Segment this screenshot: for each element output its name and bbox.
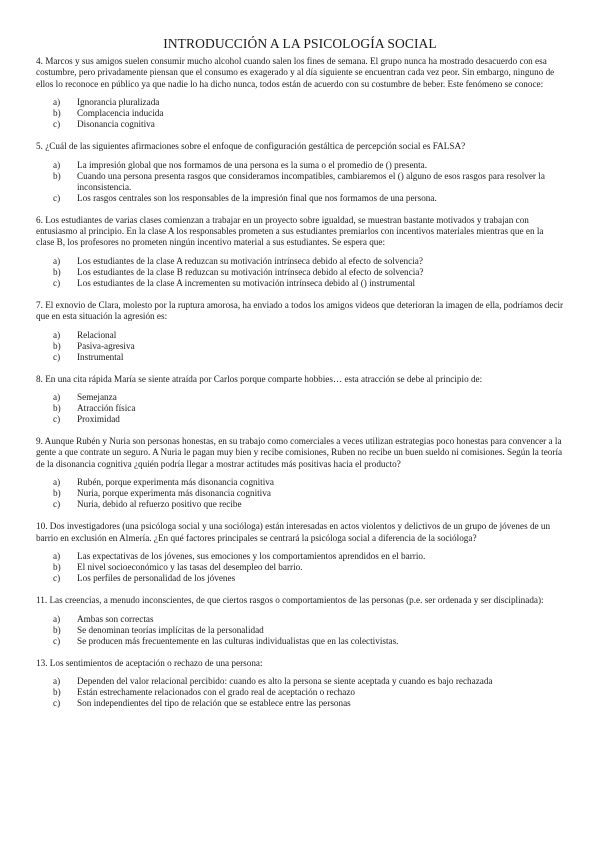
answer-option: [36, 119, 564, 130]
option-letter: b): [53, 266, 61, 277]
answer-option: [36, 614, 564, 625]
answer-option: [36, 352, 564, 363]
question-block: [36, 300, 564, 363]
option-text: Nuria, porque experimenta más disonancia cognitiva: [77, 488, 271, 499]
option-letter: c): [53, 697, 61, 708]
option-letter: b): [53, 686, 61, 697]
option-letter: c): [53, 414, 61, 425]
answer-option: [36, 499, 564, 510]
option-text: El nivel socioeconómico y las tasas del desempleo del barrio.: [77, 562, 303, 573]
question-text: 7. El exnovio de Clara, molesto por la ruptura amorosa, ha enviado a todos los amigos videos que deterioran la imagen de ella, podríamos decir que en esta situación la agresión es:: [36, 299, 564, 322]
option-letter: b): [53, 403, 61, 414]
option-text: Ambas son correctas: [77, 613, 154, 624]
option-text: Atracción física: [77, 403, 136, 414]
question-text: 5. ¿Cuál de las siguientes afirmaciones sobre el enfoque de configuración gestáltica de percepción social es FALSA?: [36, 141, 466, 152]
option-letter: b): [53, 488, 61, 499]
option-list: [36, 392, 564, 425]
answer-option: [36, 392, 564, 403]
answer-option: [36, 625, 564, 636]
option-text: Los estudiantes de la clase B reduzcan su motivación intrínseca debido al efecto de solvencia?: [77, 266, 424, 277]
answer-option: [36, 636, 564, 647]
question-text: 4. Marcos y sus amigos suelen consumir mucho alcohol cuando salen los fines de semana. El grupo nunca ha mostrado desacuerdo con esa costumbre, pero privadamente piensan que el consumo es exagerado y al día siguiente se encuentran cada vez peor. Sin embargo, ninguno de ellos lo reconoce en público ya que nadie lo ha dicho nunca, todos están de acuerdo con su costumbre de beber. Este fenómeno se conoce:: [36, 56, 555, 89]
option-letter: a): [53, 613, 61, 624]
option-letter: b): [53, 562, 61, 573]
option-list: [36, 477, 564, 510]
answer-option: [36, 330, 564, 341]
option-letter: c): [53, 277, 61, 288]
answer-option: [36, 551, 564, 562]
option-text: Complacencia inducida: [77, 108, 164, 119]
question-block: [36, 374, 564, 425]
option-list: [36, 256, 564, 289]
option-letter: a): [53, 392, 61, 403]
answer-option: [36, 687, 564, 698]
answer-option: [36, 403, 564, 414]
question-block: [36, 521, 564, 584]
option-text: Los estudiantes de la clase A reduzcan su motivación intrínseca debido al efecto de solvencia?: [77, 255, 423, 266]
question-list: [36, 56, 564, 709]
answer-option: [36, 414, 564, 425]
option-letter: c): [53, 499, 61, 510]
answer-option: [36, 573, 564, 584]
option-letter: a): [53, 255, 61, 266]
answer-option: [36, 278, 564, 289]
option-letter: c): [53, 192, 61, 203]
option-letter: a): [53, 97, 61, 108]
option-text: Se denominan teorías implícitas de la personalidad: [77, 624, 264, 635]
option-text: Disonancia cognitiva: [77, 119, 155, 130]
question-text: 13. Los sentimientos de aceptación o rechazo de una persona:: [36, 657, 263, 668]
answer-option: [36, 488, 564, 499]
option-list: [36, 676, 564, 709]
option-letter: a): [53, 159, 61, 170]
question-block: [36, 436, 564, 510]
option-letter: a): [53, 551, 61, 562]
question-block: [36, 215, 564, 289]
answer-option: [36, 341, 564, 352]
option-text: Ignorancia pluralizada: [77, 97, 160, 108]
option-text: Semejanza: [77, 392, 117, 403]
page-title: INTRODUCCIÓN A LA PSICOLOGÍA SOCIAL: [163, 36, 437, 51]
answer-option: [36, 477, 564, 488]
option-text: Nuria, debido al refuerzo positivo que recibe: [77, 499, 242, 510]
option-text: Pasiva-agresiva: [77, 340, 135, 351]
option-text: Rubén, porque experimenta más disonancia cognitiva: [77, 477, 274, 488]
option-letter: b): [53, 170, 61, 181]
option-text: Cuando una persona presenta rasgos que consideramos incompatibles, cambiaremos el () alguno de esos rasgos para resolver la inconsistencia.: [77, 170, 545, 192]
option-letter: c): [53, 351, 61, 362]
option-letter: c): [53, 573, 61, 584]
option-letter: c): [53, 635, 61, 646]
question-text: 9. Aunque Rubén y Nuria son personas honestas, en su trabajo como comerciales a veces utilizan estrategias poco honestas para convencer a la gente a que contrate un seguro. A Nuria le pagan muy bien y recibe comisiones, Ruben no recibe un buen sueldo ni comisiones. Según la teoría de la disonancia cognitiva ¿quién podría llegar a mostrar actitudes más positivas hacia el producto?: [36, 436, 563, 469]
question-text: 11. Las creencias, a menudo inconscientes, de que ciertos rasgos o comportamientos de las personas (p.e. ser ordenada y ser disciplinada):: [36, 595, 544, 606]
answer-option: [36, 108, 564, 119]
question-text: 8. En una cita rápida María se siente atraída por Carlos porque comparte hobbies… esta atracción se debe al principio de:: [36, 373, 483, 384]
answer-option: [36, 562, 564, 573]
question-block: [36, 141, 564, 203]
option-text: Se producen más frecuentemente en las culturas individualistas que en las colectivistas.: [77, 635, 399, 646]
option-text: Proximidad: [77, 414, 120, 425]
option-text: Instrumental: [77, 351, 124, 362]
option-letter: c): [53, 119, 61, 130]
answer-option: [36, 97, 564, 108]
question-text: 10. Dos investigadores (una psicóloga social y una socióloga) están interesadas en actos violentos y delictivos de un grupo de jóvenes de un barrio en exclusión en Almería. ¿En qué factores principales se centrará la psicóloga social a diferencia de la socióloga?: [36, 521, 551, 543]
option-letter: a): [53, 329, 61, 340]
answer-option: [36, 256, 564, 267]
option-list: [36, 330, 564, 363]
option-list: [36, 614, 564, 647]
option-letter: b): [53, 108, 61, 119]
option-text: Están estrechamente relacionados con el grado real de aceptación o rechazo: [77, 686, 356, 697]
answer-option: [36, 193, 564, 204]
option-text: Relacional: [77, 329, 117, 340]
question-block: [36, 595, 564, 646]
question-block: [36, 658, 564, 709]
option-list: [36, 97, 564, 130]
question-text: 6. Los estudiantes de varias clases comienzan a trabajar en un proyecto sobre igualdad, se muestran bastante motivados y trabajan con entusiasmo al principio. En la clase A los responsables prometen a sus estudiantes premiarlos con incentivos materiales mientras que en la clase B, los profesores no prometen ningún incentivo material a sus estudiantes. Se espera que:: [36, 214, 544, 248]
option-text: Son independientes del tipo de relación que se establece entre las personas: [77, 697, 351, 708]
answer-option: [36, 171, 564, 193]
option-text: Los estudiantes de la clase A incrementen su motivación intrínseca debido al () instrumental: [77, 277, 416, 288]
option-text: Los rasgos centrales son los responsables de la impresión final que nos formamos de una persona.: [77, 192, 437, 203]
answer-option: [36, 267, 564, 278]
option-list: [36, 551, 564, 584]
answer-option: [36, 160, 564, 171]
option-letter: a): [53, 675, 61, 686]
answer-option: [36, 698, 564, 709]
answer-option: [36, 676, 564, 687]
option-letter: a): [53, 477, 61, 488]
question-block: [36, 56, 564, 130]
option-text: La impresión global que nos formamos de una persona es la suma o el promedio de () presenta.: [77, 159, 428, 170]
option-letter: b): [53, 340, 61, 351]
option-text: Los perfiles de personalidad de los jóvenes: [77, 573, 236, 584]
option-text: Dependen del valor relacional percibido: cuando es alto la persona se siente aceptada y cuando es bajo rechazada: [77, 675, 493, 686]
option-list: [36, 160, 564, 204]
option-text: Las expectativas de los jóvenes, sus emociones y los comportamientos aprendidos en el barrio.: [77, 551, 426, 562]
option-letter: b): [53, 624, 61, 635]
